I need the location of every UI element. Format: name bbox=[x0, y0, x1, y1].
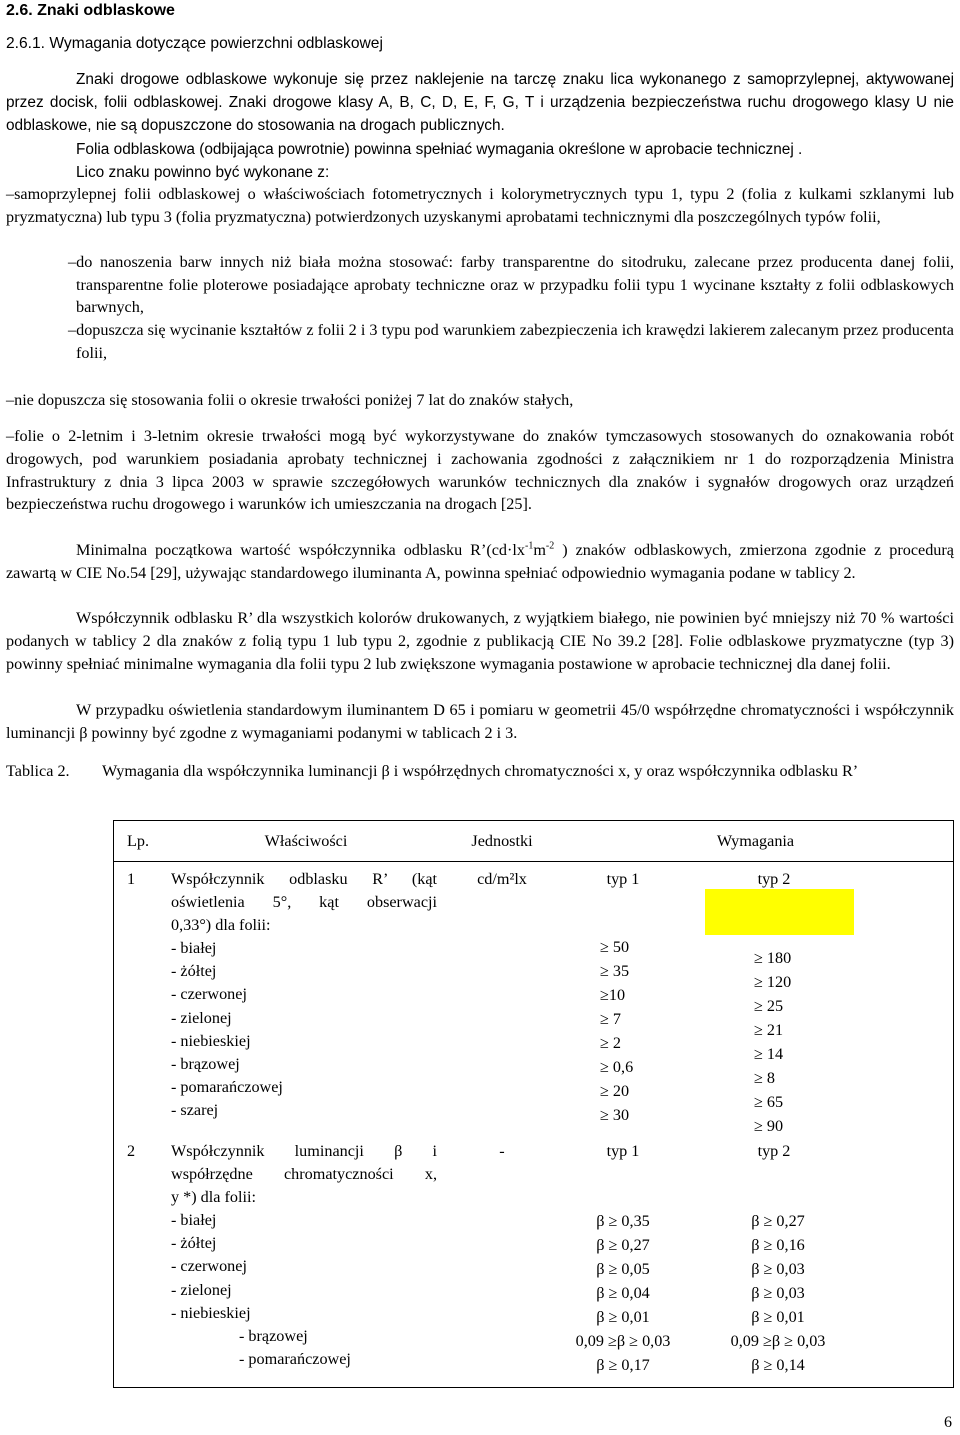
value: ≥ 50 bbox=[600, 938, 630, 956]
list-item: - brązowej bbox=[171, 1055, 240, 1074]
row1-type1-label: typ 1 bbox=[606, 870, 640, 888]
list-item-durability: –nie dopuszcza się stosowania folii o okresie trwałości poniżej 7 lat do znaków stałych, bbox=[6, 391, 574, 409]
value: β ≥ 0,35 bbox=[596, 1212, 650, 1230]
value: β ≥ 0,01 bbox=[596, 1308, 650, 1326]
requirements-table bbox=[113, 820, 954, 1388]
value: ≥ 0,6 bbox=[600, 1058, 634, 1076]
row2-unit: - bbox=[499, 1142, 505, 1160]
list-item: - brązowej bbox=[239, 1327, 308, 1346]
row2-color-list bbox=[171, 1209, 351, 1371]
row1-type2-label: typ 2 bbox=[757, 870, 791, 888]
header-lp: Lp. bbox=[126, 832, 150, 850]
yellow-highlight bbox=[705, 889, 854, 935]
value: β ≥ 0,04 bbox=[596, 1284, 650, 1302]
value: ≥ 25 bbox=[754, 997, 784, 1015]
value: ≥ 65 bbox=[754, 1093, 784, 1111]
list-item: - białej bbox=[171, 1211, 217, 1229]
value: ≥ 20 bbox=[600, 1082, 630, 1100]
paragraph-lico: Lico znaku powinno być wykonane z: bbox=[76, 164, 330, 181]
row1-color-list bbox=[171, 937, 283, 1123]
value: ≥10 bbox=[600, 986, 626, 1004]
paragraph-printed-colors: Współczynnik odblasku R’ dla wszystkich kolorów drukowanych, z wyjątkiem białego, nie powinien być mniejszy niż 70 % wartości podanych w tablicy 2 dla znaków z folią typu 1 lub typu 2, zgodnie z publikacją CIE No 39.2 [28]. Folie odblaskowe pryzmatyczne (typ 3) powinny spełniać minimalne wymagania dla folii typu 2 lub zwiększone wymagania postawione w aprobacie technicznej dla danej folii. bbox=[6, 609, 954, 673]
value: β ≥ 0,16 bbox=[751, 1236, 805, 1254]
row2-desc: Współczynnik luminancji β i współrzędne chromatyczności x, y *) dla folii: bbox=[171, 1142, 437, 1207]
value: ≥ 21 bbox=[754, 1021, 784, 1039]
paragraph-intro: Znaki drogowe odblaskowe wykonuje się przez naklejenie na tarczę znaku lica wykonanego z samoprzylepnej, aktywowanej przez docisk, folii odblaskowej. Znaki drogowe klasy A, B, C, D, E, F, G, T i urządzenia bezpieczeństwa ruchu drogowego klasy U nie odblaskowe, nie są dopuszczone do stosowania na drogach publicznych. bbox=[6, 71, 954, 134]
list-item: - niebieskiej bbox=[171, 1303, 251, 1322]
value: β ≥ 0,17 bbox=[596, 1356, 650, 1374]
row1-desc: Współczynnik odblasku R’ (kąt oświetlenia 5°, kąt obserwacji 0,33°) dla folii: bbox=[171, 870, 437, 935]
value: ≥ 120 bbox=[754, 973, 792, 991]
list-item: - niebieskiej bbox=[171, 1031, 251, 1050]
value: ≥ 90 bbox=[754, 1117, 784, 1135]
value: ≥ 14 bbox=[754, 1045, 784, 1063]
row2-type1-values bbox=[548, 1209, 698, 1377]
row2-type2-values bbox=[703, 1209, 853, 1377]
list-item-cutting: –dopuszcza się wycinanie kształtów z folii 2 i 3 typu pod warunkiem zabezpieczenia ich krawędzi lakierem zalecanym przez producenta folii, bbox=[68, 321, 954, 362]
list-item: - żółtej bbox=[171, 962, 217, 981]
list-item-foil-types: –samoprzylepnej folii odblaskowej o właściwościach fotometrycznych i kolorymetrycznych typu 1, typu 2 (folia z kulkami szklanymi lub pryzmatyczna) lub typu 3 (folia pryzmatyczna) potwierdzonych uzyskanymi aprobatami technicznymi dla poszczególnych typów folii, bbox=[6, 185, 954, 226]
value: β ≥ 0,27 bbox=[751, 1212, 805, 1230]
list-item: - białej bbox=[171, 939, 217, 957]
subsection-heading: 2.6.1. Wymagania dotyczące powierzchni odblaskowej bbox=[6, 35, 383, 52]
header-properties: Właściwości bbox=[264, 832, 348, 850]
row1-unit: cd/m²lx bbox=[477, 870, 527, 888]
value: ≥ 35 bbox=[600, 962, 630, 980]
value: ≥ 180 bbox=[754, 949, 792, 967]
list-item: - żółtej bbox=[171, 1234, 217, 1253]
value: β ≥ 0,03 bbox=[751, 1284, 805, 1302]
list-item: - zielonej bbox=[171, 1008, 232, 1027]
table-caption-label: Tablica 2. bbox=[6, 762, 70, 780]
value: ≥ 7 bbox=[600, 1010, 622, 1028]
value: 0,09 ≥β ≥ 0,03 bbox=[730, 1332, 826, 1350]
page-number: 6 bbox=[944, 1414, 952, 1431]
list-item: - szarej bbox=[171, 1101, 219, 1120]
row1-type2-values bbox=[754, 946, 791, 1138]
paragraph-min-coefficient: Minimalna początkowa wartość współczynnika odblasku $R’(cd\cdot lx^{-1}m^{-2}$ ) znaków odblaskowych, zmierzona zgodnie z procedurą zawartą w CIE No.54 [29], używając standardowego iluminanta A, powinna spełniać odpowiednio wymagania podane w tablicy 2. bbox=[6, 540, 954, 582]
value: ≥ 2 bbox=[600, 1034, 622, 1052]
list-item: - czerwonej bbox=[171, 985, 247, 1004]
value: β ≥ 0,14 bbox=[751, 1356, 805, 1374]
list-item: - pomarańczowej bbox=[239, 1350, 351, 1369]
value: β ≥ 0,05 bbox=[596, 1260, 650, 1278]
value: ≥ 30 bbox=[600, 1106, 630, 1124]
section-heading: 2.6. Znaki odblaskowe bbox=[6, 2, 175, 19]
value: β ≥ 0,27 bbox=[596, 1236, 650, 1254]
list-item: - zielonej bbox=[171, 1280, 232, 1299]
value: β ≥ 0,01 bbox=[751, 1308, 805, 1326]
row2-lp: 2 bbox=[127, 1142, 136, 1160]
list-item: - czerwonej bbox=[171, 1257, 247, 1276]
list-item-printing: –do nanoszenia barw innych niż biała można stosować: farby transparentne do sitodruku, zalecane przez producenta danej folii, transparentne folie ploterowe posiadające aprobaty techniczne oraz w przypadku folii typu 1 wycinane kształty z folii odblaskowych barwnych, bbox=[68, 253, 954, 317]
paragraph-folia: Folia odblaskowa (odbijająca powrotnie) powinna spełniać wymagania określone w aprobacie technicznej . bbox=[76, 141, 803, 158]
row2-type1-label: typ 1 bbox=[606, 1142, 640, 1160]
header-requirements: Wymagania bbox=[716, 832, 795, 850]
list-item-temporary: –folie o 2-letnim i 3-letnim okresie trwałości mogą być wykorzystywane do znaków tymczasowych stosowanych do oznakowania robót drogowych, pod warunkiem posiadania aprobaty technicznej i zachowania zgodności z załącznikiem nr 1 do rozporządzenia Ministra Infrastruktury z dnia 3 lipca 2003 w sprawie szczegółowych warunków technicznych dla znaków i sygnałów drogowych oraz urządzeń bezpieczeństwa ruchu drogowego i warunków ich umieszczania na drogach [25]. bbox=[6, 427, 954, 514]
value: 0,09 ≥β ≥ 0,03 bbox=[575, 1332, 671, 1350]
row1-type1-values bbox=[600, 935, 633, 1127]
row2-type2-label: typ 2 bbox=[757, 1142, 791, 1160]
table-caption-text: Wymagania dla współczynnika luminancji β i współrzędnych chromatyczności x, y oraz współczynnika odblasku R’ bbox=[102, 762, 859, 780]
row1-lp: 1 bbox=[127, 870, 136, 888]
value: ≥ 8 bbox=[754, 1069, 776, 1087]
list-item: - pomarańczowej bbox=[171, 1078, 283, 1097]
header-units: Jednostki bbox=[471, 832, 533, 850]
paragraph-d65: W przypadku oświetlenia standardowym iluminantem D 65 i pomiaru w geometrii 45/0 współrzędne chromatyczności i współczynnik luminancji β powinny być zgodne z wymaganiami podanymi w tablicach 2 i 3. bbox=[6, 701, 954, 742]
value: β ≥ 0,03 bbox=[751, 1260, 805, 1278]
